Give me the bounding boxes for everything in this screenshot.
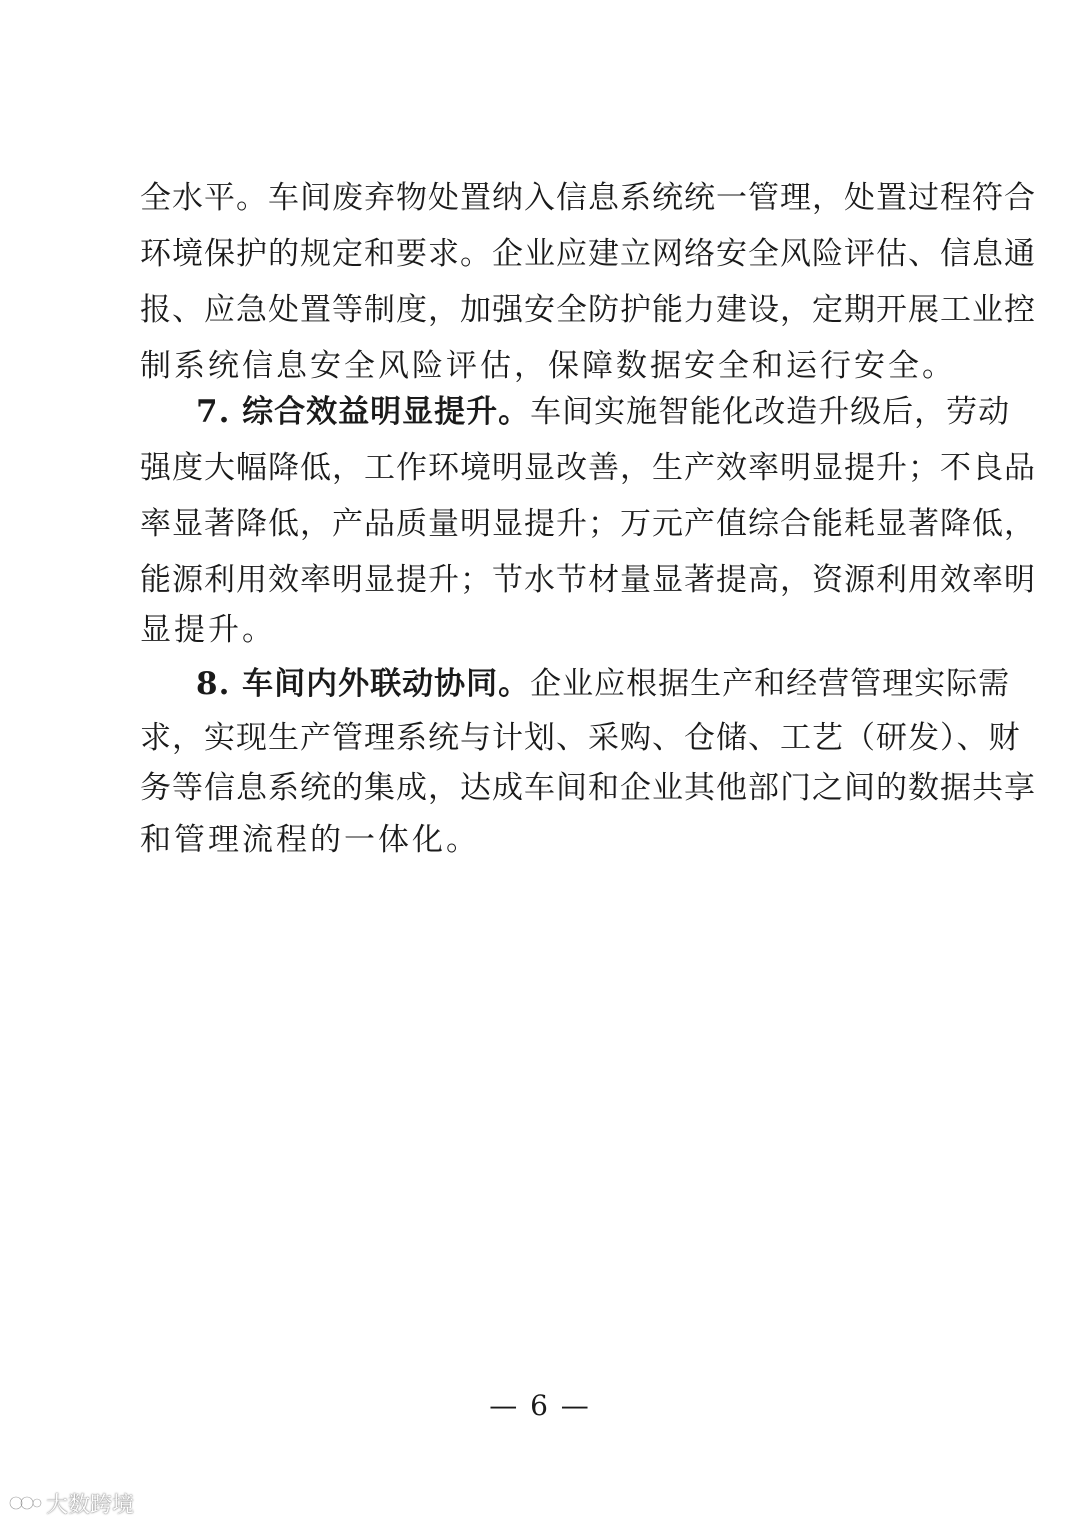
- paragraph-line: 率显著降低，产品质量明显提升；万元产值综合能耗显著降低，: [140, 506, 1036, 542]
- paragraph-line: 强度大幅降低，工作环境明显改善，生产效率明显提升；不良品: [140, 450, 1036, 486]
- section-text: 企业应根据生产和经营管理实际需: [530, 666, 1011, 702]
- section-heading-8: 8. 车间内外联动协同。: [196, 666, 531, 702]
- paragraph-line: 全水平。车间废弃物处置纳入信息系统统一管理，处置过程符合: [140, 180, 1036, 216]
- paragraph-line: 求，实现生产管理系统与计划、采购、仓储、工艺（研发）、财: [140, 720, 1021, 756]
- section-heading-7: 7. 综合效益明显提升。: [196, 394, 531, 430]
- page-number: — 6 —: [489, 1389, 591, 1422]
- section-text: 车间实施智能化改造升级后，劳动: [530, 394, 1011, 430]
- paragraph-line: 和管理流程的一体化。: [140, 822, 480, 858]
- paragraph-line: 显提升。: [140, 612, 276, 648]
- brand-logo-icon: [8, 1491, 42, 1515]
- paragraph-line: [196, 656, 1011, 712]
- paragraph-line: 报、应急处置等制度，加强安全防护能力建设，定期开展工业控: [140, 292, 1036, 328]
- paragraph-line: 制系统信息安全风险评估，保障数据安全和运行安全。: [140, 348, 956, 384]
- paragraph-line: 务等信息系统的集成，达成车间和企业其他部门之间的数据共享: [140, 770, 1036, 806]
- watermark-text: 大数跨境: [46, 1492, 135, 1518]
- paragraph-line: 能源利用效率明显提升；节水节材量显著提高，资源利用效率明: [140, 562, 1036, 598]
- paragraph-line: 环境保护的规定和要求。企业应建立网络安全风险评估、信息通: [140, 236, 1036, 272]
- watermark: [8, 1488, 134, 1518]
- paragraph-line: [196, 384, 1011, 440]
